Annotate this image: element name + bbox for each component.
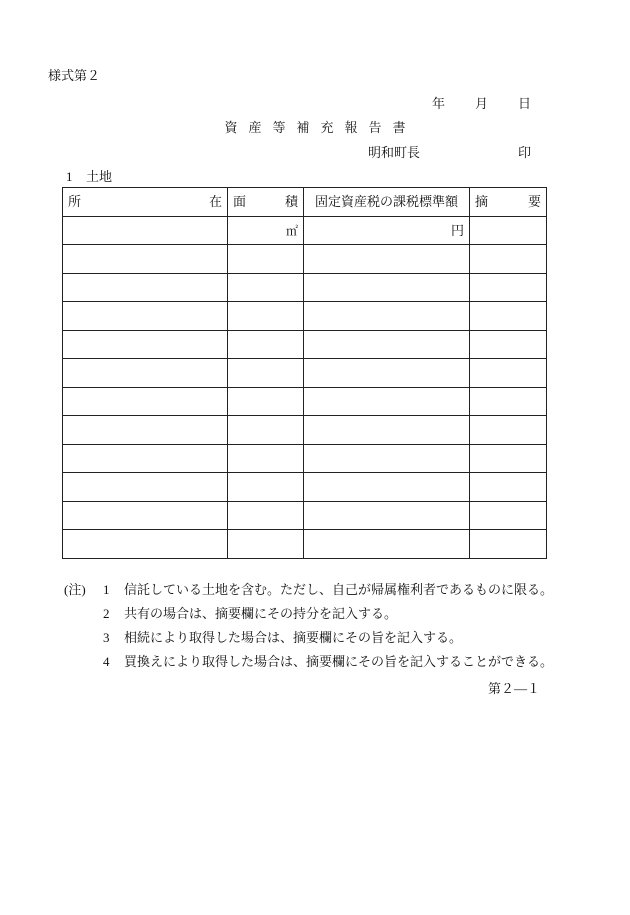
table-row bbox=[63, 416, 547, 445]
units-row bbox=[63, 216, 547, 245]
table-cell-area bbox=[228, 330, 304, 359]
table-cell-area bbox=[228, 501, 304, 530]
table-cell-tax-base bbox=[304, 216, 470, 245]
table-cell-remarks bbox=[470, 501, 547, 530]
document-title: 資産等補充報告書 bbox=[224, 120, 417, 135]
form-number: 様式第２ bbox=[48, 68, 101, 83]
table-cell-tax-base bbox=[304, 530, 470, 559]
notes-mark: (注) bbox=[64, 582, 86, 597]
table-cell-tax-base bbox=[304, 302, 470, 331]
table-cell-remarks bbox=[470, 387, 547, 416]
table-cell-tax-base bbox=[304, 416, 470, 445]
note-number: 3 bbox=[103, 630, 110, 645]
table-cell-location bbox=[63, 216, 228, 245]
table-cell-area bbox=[228, 473, 304, 502]
table-cell-tax-base bbox=[304, 444, 470, 473]
date-month-label: 月 bbox=[474, 96, 488, 111]
table-cell-location bbox=[63, 444, 228, 473]
note-text: 信託している土地を含む。ただし、自己が帰属権利者であるものに限る。 bbox=[124, 582, 554, 597]
section-heading bbox=[66, 170, 112, 183]
table-cell-remarks bbox=[470, 273, 547, 302]
note-number: 2 bbox=[103, 606, 110, 621]
table-cell-location bbox=[63, 530, 228, 559]
column-header-tax-base: 固定資産税の課税標準額 bbox=[304, 188, 470, 217]
table-cell-area bbox=[228, 530, 304, 559]
note-text: 共有の場合は、摘要欄にその持分を記入する。 bbox=[124, 606, 398, 621]
table-row bbox=[63, 473, 547, 502]
note-text: 相続により取得した場合は、摘要欄にその旨を記入する。 bbox=[124, 630, 463, 645]
table-cell-tax-base bbox=[304, 387, 470, 416]
table-cell-area bbox=[228, 444, 304, 473]
column-header-location bbox=[63, 188, 228, 217]
section-number: 1 bbox=[66, 169, 73, 184]
note-text: 買換えにより取得した場合は、摘要欄にその旨を記入することができる。 bbox=[124, 654, 554, 669]
table-row bbox=[63, 387, 547, 416]
section-title: 土地 bbox=[86, 169, 113, 184]
table-cell-location bbox=[63, 387, 228, 416]
table-cell-location bbox=[63, 302, 228, 331]
column-header-area bbox=[228, 188, 304, 217]
table-cell-area bbox=[228, 416, 304, 445]
table-row bbox=[63, 501, 547, 530]
table-cell-remarks bbox=[470, 473, 547, 502]
column-header-area-left: 面 bbox=[233, 194, 247, 210]
table-cell-location bbox=[63, 501, 228, 530]
seal-mark: 印 bbox=[518, 145, 532, 160]
table-cell-area bbox=[228, 245, 304, 274]
table-cell-tax-base bbox=[304, 245, 470, 274]
column-header-remarks-right: 要 bbox=[527, 194, 541, 210]
addressee: 明和町長 bbox=[368, 145, 421, 160]
table-cell-tax-base bbox=[304, 501, 470, 530]
table-cell-area bbox=[228, 359, 304, 388]
table-cell-location bbox=[63, 359, 228, 388]
column-header-location-left: 所 bbox=[68, 194, 82, 210]
column-header-location-right: 在 bbox=[208, 194, 222, 210]
table-row bbox=[63, 359, 547, 388]
table-row bbox=[63, 330, 547, 359]
table-cell-location bbox=[63, 330, 228, 359]
table-cell-location bbox=[63, 473, 228, 502]
land-table-body bbox=[63, 216, 547, 558]
table-cell-area bbox=[228, 387, 304, 416]
table-cell-tax-base bbox=[304, 473, 470, 502]
table-cell-tax-base bbox=[304, 273, 470, 302]
date-year-label: 年 bbox=[431, 96, 445, 111]
table-row bbox=[63, 273, 547, 302]
unit-yen: 円 bbox=[450, 222, 464, 238]
table-row bbox=[63, 530, 547, 559]
column-header-area-right: 積 bbox=[284, 194, 298, 210]
column-header-remarks-left: 摘 bbox=[475, 194, 489, 210]
table-cell-tax-base bbox=[304, 330, 470, 359]
table-cell-area bbox=[228, 302, 304, 331]
column-header-remarks bbox=[470, 188, 547, 217]
table-row bbox=[63, 444, 547, 473]
table-row bbox=[63, 302, 547, 331]
table-cell-remarks bbox=[470, 216, 547, 245]
table-cell-remarks bbox=[470, 330, 547, 359]
table-cell-remarks bbox=[470, 530, 547, 559]
table-cell-area bbox=[228, 273, 304, 302]
table-cell-remarks bbox=[470, 245, 547, 274]
table-cell-location bbox=[63, 245, 228, 274]
table-cell-tax-base bbox=[304, 359, 470, 388]
note-number: 4 bbox=[103, 654, 110, 669]
page-number: 第２―１ bbox=[487, 681, 540, 696]
table-cell-location bbox=[63, 273, 228, 302]
table-cell-remarks bbox=[470, 416, 547, 445]
land-table bbox=[62, 187, 547, 559]
table-row bbox=[63, 245, 547, 274]
table-header-row bbox=[63, 188, 547, 217]
unit-square-meter: ㎡ bbox=[285, 223, 298, 238]
table-cell-remarks bbox=[470, 444, 547, 473]
date-line bbox=[432, 97, 531, 110]
table-cell-remarks bbox=[470, 359, 547, 388]
note-number: 1 bbox=[103, 582, 110, 597]
table-cell-remarks bbox=[470, 302, 547, 331]
date-day-label: 日 bbox=[517, 96, 531, 111]
table-cell-area bbox=[228, 216, 304, 245]
table-cell-location bbox=[63, 416, 228, 445]
